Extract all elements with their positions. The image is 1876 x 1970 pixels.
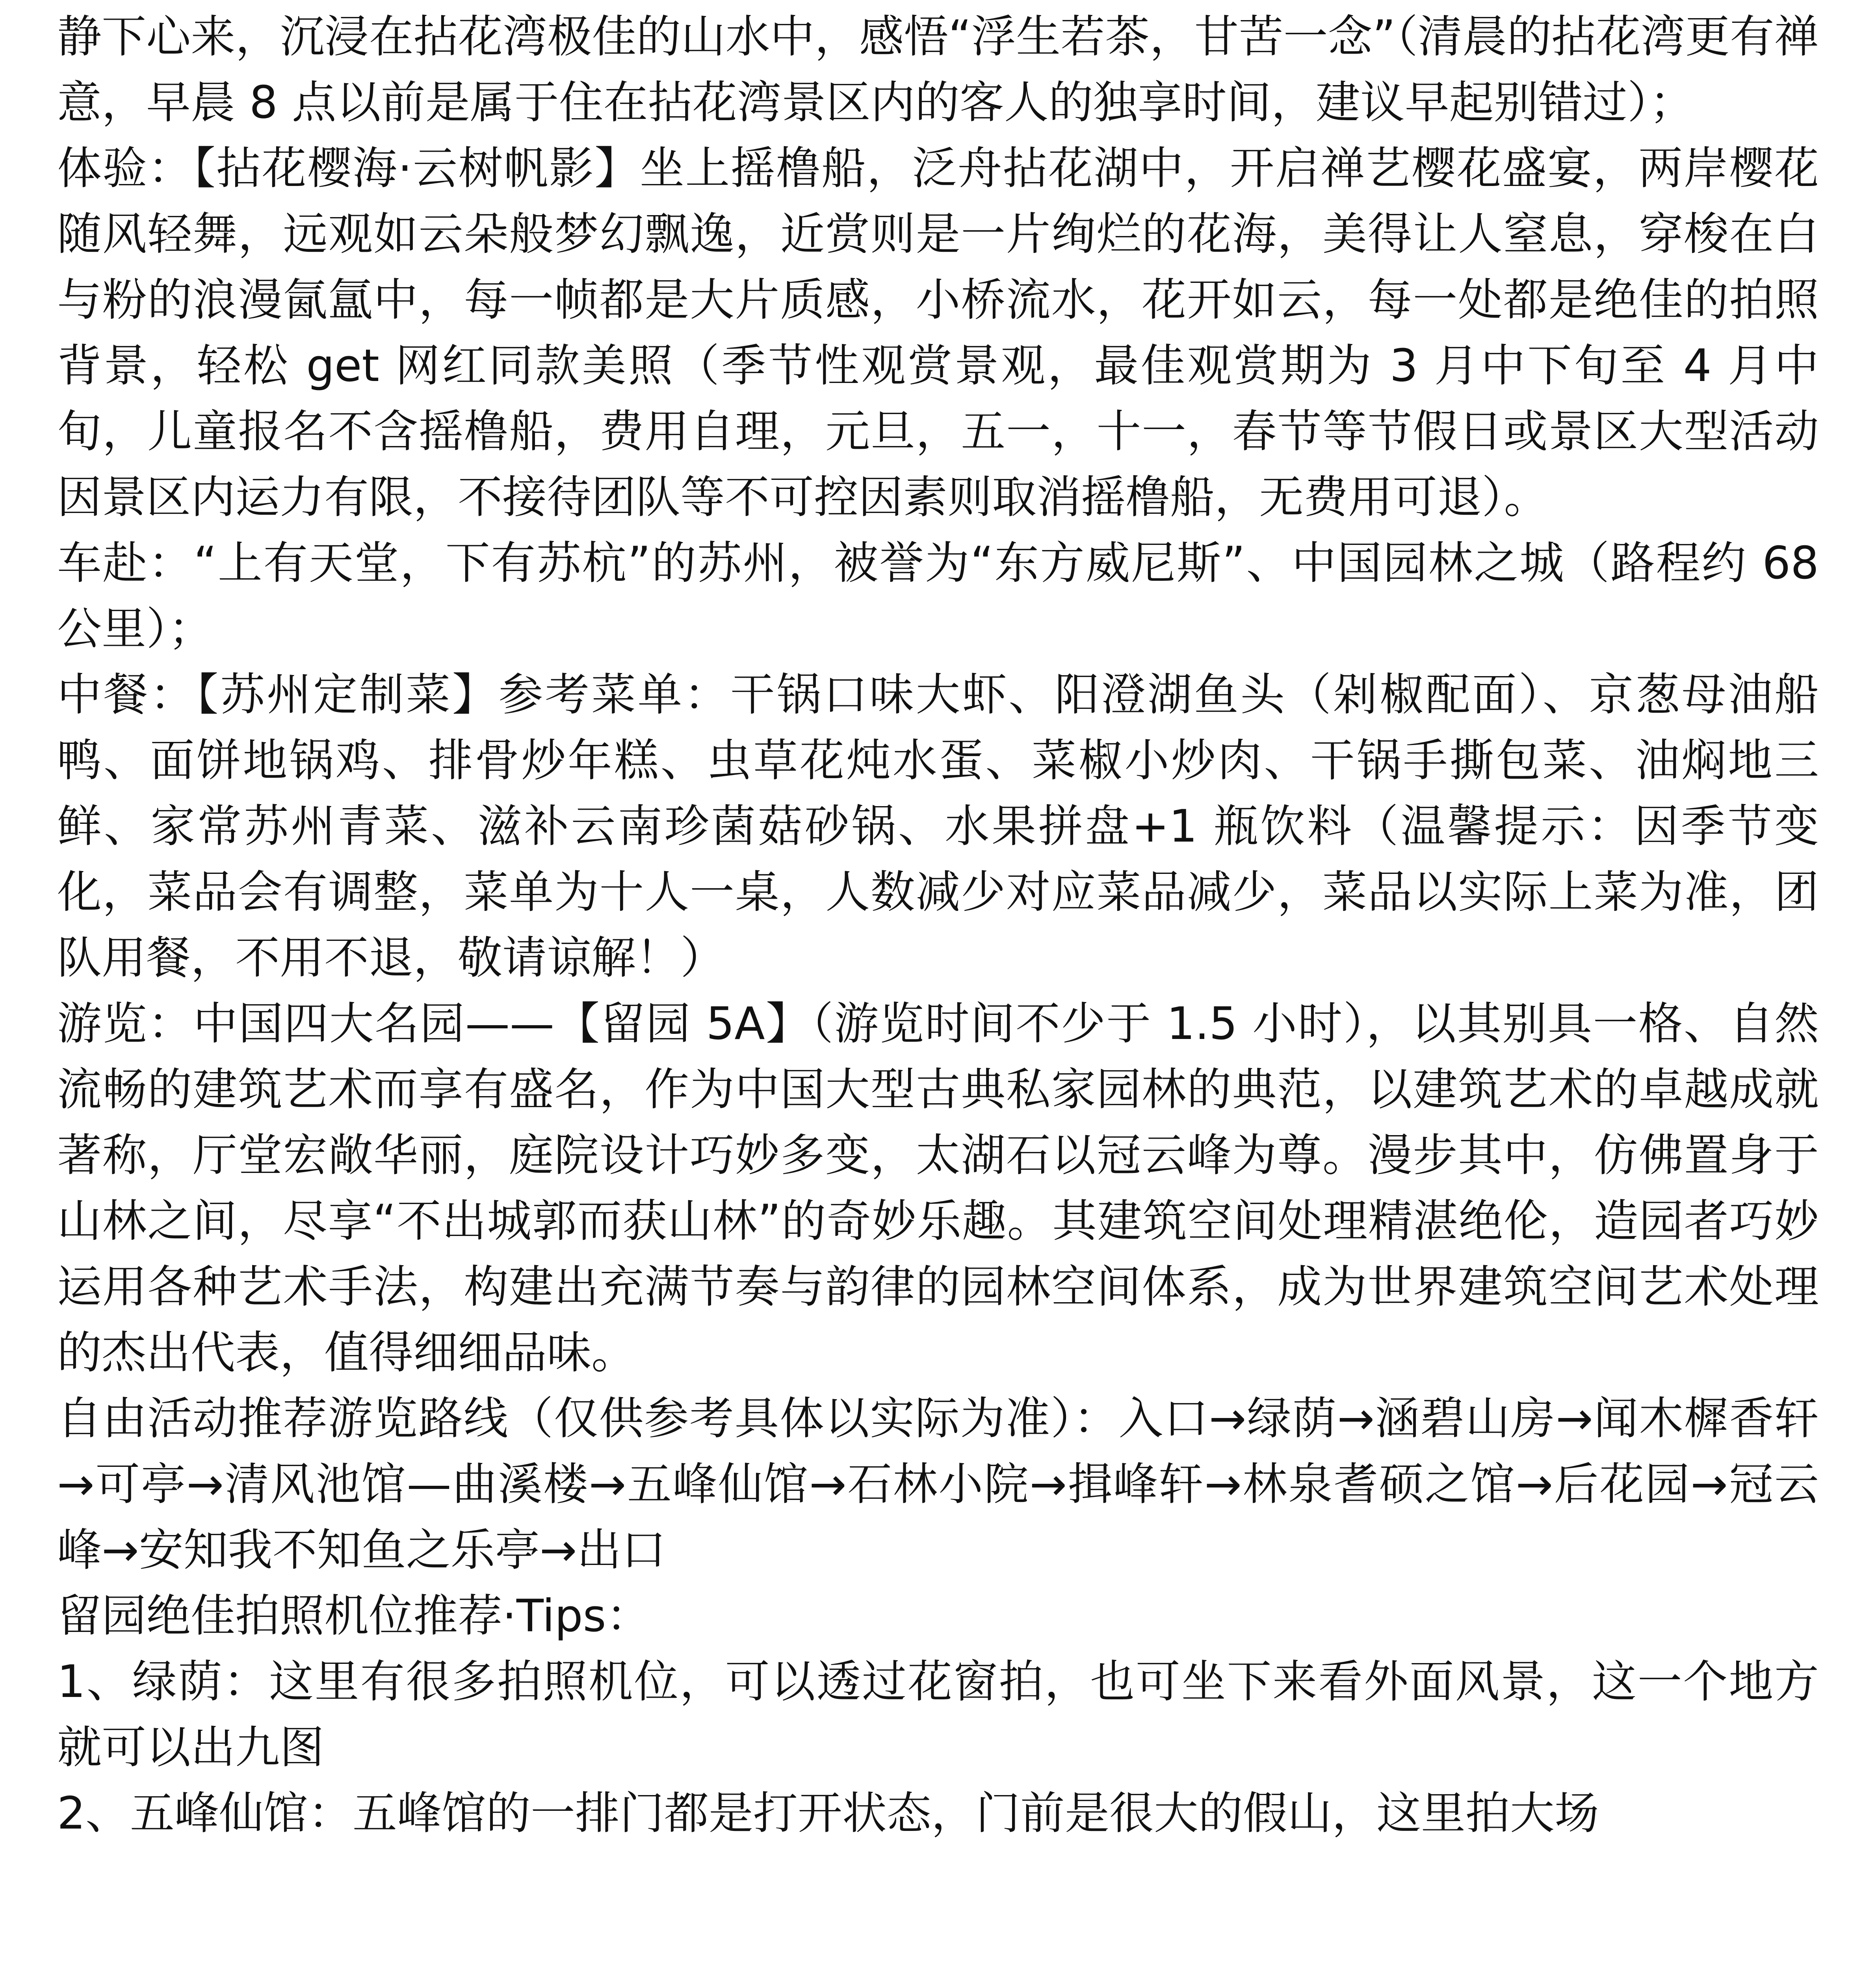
paragraph-experience: 体验：【拈花樱海·云树帆影】坐上摇橹船，泛舟拈花湖中，开启禅艺樱花盛宴，两岸樱花随风轻舞，远观如云朵般梦幻飘逸，近赏则是一片绚烂的花海，美得让人窒息，穿梭在白与粉的浪漫氤氲中，每一帧都是大片质感，小桥流水，花开如云，每一处都是绝佳的拍照背景，轻松 get 网红同款美照（季节性观赏景观，最佳观赏期为 3 月中下旬至 4 月中旬，儿童报名不含摇橹船，费用自理，元旦，五一，十一，春节等节假日或景区大型活动因景区内运力有限，不接待团队等不可控因素则取消摇橹船，无费用可退）。 bbox=[57, 142, 1819, 523]
document-page bbox=[57, 0, 1819, 1970]
paragraph-tip-1: 1、绿荫：这里有很多拍照机位，可以透过花窗拍，也可坐下来看外面风景，这一个地方就可以出九图 bbox=[57, 1656, 1819, 1773]
paragraph-route: 自由活动推荐游览路线（仅供参考具体以实际为准）：入口→绿荫→涵碧山房→闻木樨香轩→可亭→清风池馆—曲溪楼→五峰仙馆→石林小院→揖峰轩→林泉耆硕之馆→后花园→冠云峰→安知我不知鱼之乐亭→出口 bbox=[57, 1392, 1819, 1576]
paragraph-tip-2: 2、五峰仙馆：五峰馆的一排门都是打开状态，门前是很大的假山，这里拍大场 bbox=[57, 1787, 1599, 1839]
paragraph-tips-heading: 留园绝佳拍照机位推荐·Tips： bbox=[57, 1590, 651, 1642]
paragraph-transfer: 车赴：“上有天堂，下有苏杭”的苏州，被誉为“东方威尼斯”、中国园林之城（路程约 68 公里）； bbox=[57, 537, 1819, 655]
paragraph-lunch: 中餐：【苏州定制菜】参考菜单：干锅口味大虾、阳澄湖鱼头（剁椒配面）、京葱母油船鸭、面饼地锅鸡、排骨炒年糕、虫草花炖水蛋、菜椒小炒肉、干锅手撕包菜、油焖地三鲜、家常苏州青菜、滋补云南珍菌菇砂锅、水果拼盘+1 瓶饮料（温馨提示：因季节变化，菜品会有调整，菜单为十人一桌，人数减少对应菜品减少，菜品以实际上菜为准，团队用餐，不用不退，敬请谅解！） bbox=[57, 669, 1819, 984]
paragraph-sightseeing: 游览：中国四大名园——【留园 5A】（游览时间不少于 1.5 小时），以其别具一格、自然流畅的建筑艺术而享有盛名，作为中国大型古典私家园林的典范，以建筑艺术的卓越成就著称，厅堂宏敞华丽，庭院设计巧妙多变，太湖石以冠云峰为尊。漫步其中，仿佛置身于山林之间，尽享“不出城郭而获山林”的奇妙乐趣。其建筑空间处理精湛绝伦，造园者巧妙运用各种艺术手法，构建出充满节奏与韵律的园林空间体系，成为世界建筑空间艺术处理的杰出代表，值得细细品味。 bbox=[57, 998, 1819, 1379]
paragraph-intro: 静下心来，沉浸在拈花湾极佳的山水中，感悟“浮生若茶，甘苦一念”（清晨的拈花湾更有禅意，早晨 8 点以前是属于住在拈花湾景区内的客人的独享时间，建议早起别错过）； bbox=[57, 11, 1819, 128]
